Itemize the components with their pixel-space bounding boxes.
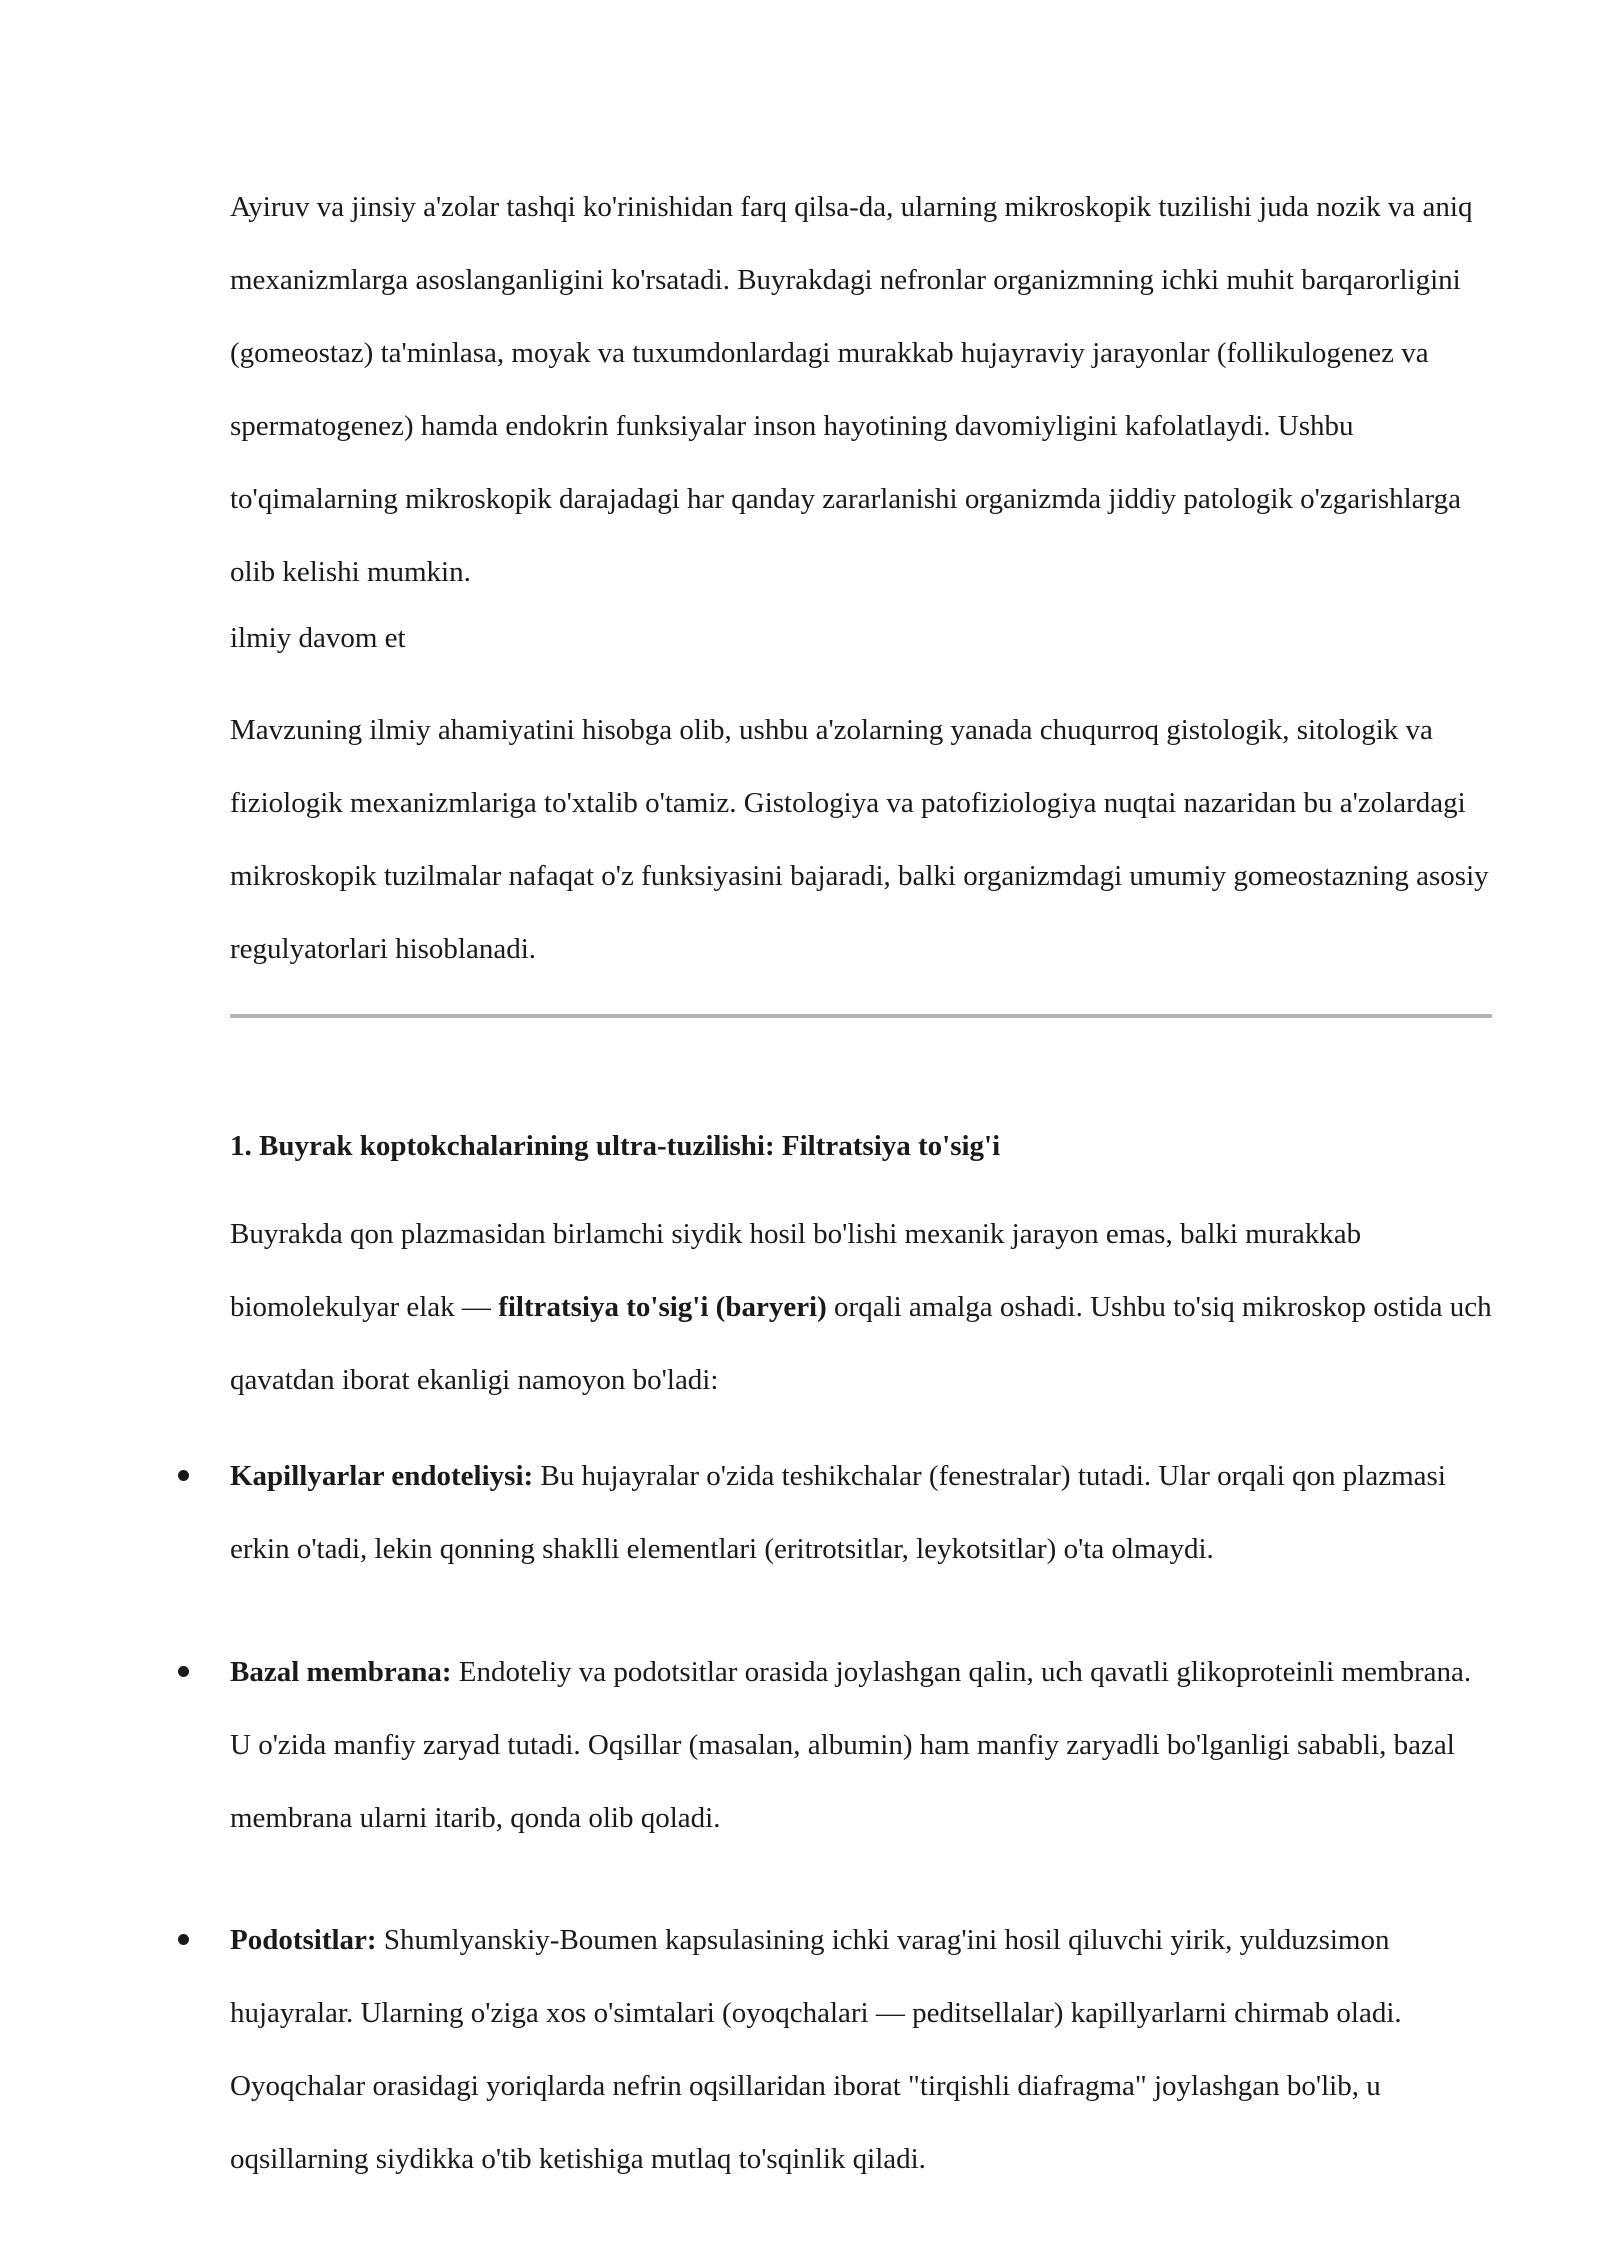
bullet-icon: [178, 1934, 189, 1945]
intro-paragraph: Ayiruv va jinsiy a'zolar tashqi ko'rinishidan farq qilsa-da, ularning mikroskopik tuzilishi juda nozik va aniq mexanizmlarga asoslanganligini ko'rsatadi. Buyrakdagi nefronlar organizmning ichki muhit barqarorligini (gomeostaz) ta'minlasa, moyak va tuxumdonlardagi murakkab hujayraviy jarayonlar (follikulogenez va spermatogenez) hamda endokrin funksiyalar inson hayotining davomiyligini kafolatlaydi. Ushbu to'qimalarning mikroskopik darajadagi har qanday zararlanishi organizmda jiddiy patologik o'zgarishlarga olib kelishi mumkin.: [230, 191, 1473, 588]
scientific-paragraph: Mavzuning ilmiy ahamiyatini hisobga olib, ushbu a'zolarning yanada chuqurroq gistologik, sitologik va fiziologik mexanizmlariga to'xtalib o'tamiz. Gistologiya va patofiziologiya nuqtai nazaridan bu a'zolardagi mikroskopik tuzilmalar nafaqat o'z funksiyasini bajaradi, balki organizmdagi umumiy gomeostazning asosiy regulyatorlari hisoblanadi.: [230, 714, 1489, 965]
list-item-text: Endoteliy va podotsitlar orasida joylashgan qalin, uch qavatli glikoproteinli membrana. U o'zida manfiy zaryad tutadi. Oqsillar (masalan, albumin) ham manfiy zaryadli bo'lganligi sababli, bazal membrana ularni itarib, qonda olib qoladi.: [230, 1656, 1472, 1834]
list-item-text: Shumlyanskiy-Boumen kapsulasining ichki varag'ini hosil qiluvchi yirik, yulduzsimon hujayralar. Ularning o'ziga xos o'simtalari (oyoqchalari — peditsellalar) kapillyarlarni chirmab oladi. Oyoqchalar orasidagi yoriqlarda nefrin oqsillaridan iborat "tirqishli diafragma" joylashgan bo'lib, u oqsillarning siydikka o'tib ketishiga mutlaq to'sqinlik qiladi.: [230, 1924, 1402, 2175]
list-item: [230, 1636, 1492, 1855]
list-item-term: Kapillyarlar endoteliysi:: [230, 1460, 534, 1492]
horizontal-divider: [230, 1014, 1492, 1018]
section-intro-paragraph: [230, 1198, 1500, 1417]
intro-text-after: orqali amalga oshadi. Ushbu to'siq mikroskop ostida uch qavatdan iborat ekanligi namoyon bo'ladi:: [230, 1291, 1492, 1396]
bullet-icon: [178, 1666, 189, 1677]
intro-bold-term: filtratsiya to'sig'i (baryeri): [498, 1291, 827, 1323]
bullet-icon: [178, 1470, 189, 1481]
intro-text-before: Buyrakda qon plazmasidan birlamchi siydik hosil bo'lishi mexanik jarayon emas, balki murakkab biomolekulyar elak —: [230, 1218, 1362, 1323]
list-item-text: Bu hujayralar o'zida teshikchalar (fenestralar) tutadi. Ular orqali qon plazmasi erkin o'tadi, lekin qonning shaklli elementlari (eritrotsitlar, leykotsitlar) o'ta olmaydi.: [230, 1460, 1446, 1565]
list-item-term: Podotsitlar:: [230, 1924, 377, 1956]
list-item: [230, 1904, 1492, 2196]
section-heading: 1. Buyrak koptokchalarining ultra-tuzilishi: Filtratsiya to'sig'i: [230, 1130, 1001, 1162]
list-item: [230, 1440, 1492, 1586]
continue-note: ilmiy davom et: [230, 622, 406, 654]
list-item-term: Bazal membrana:: [230, 1656, 452, 1688]
